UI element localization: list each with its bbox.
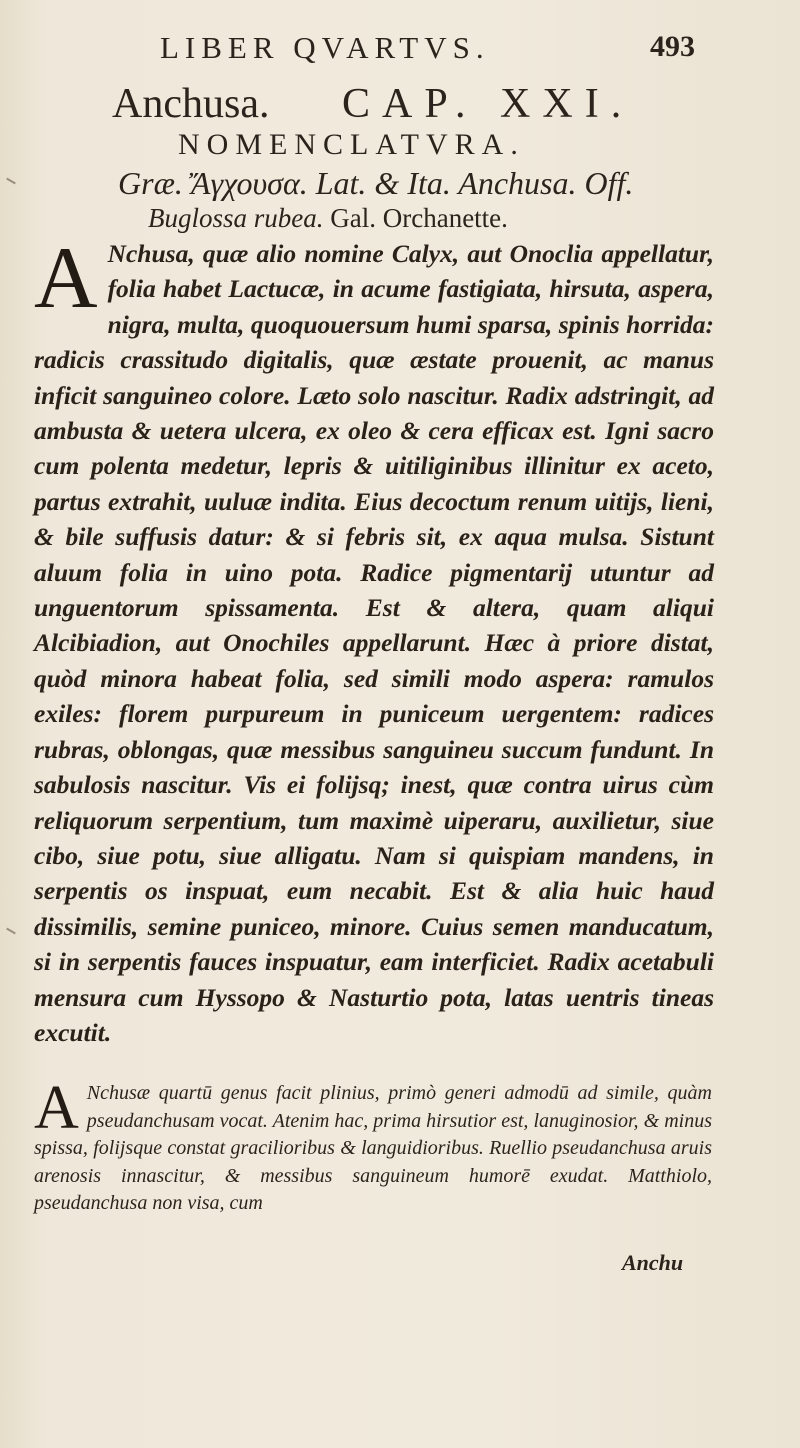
nomenclature-italic: Buglossa rubea. xyxy=(148,203,324,233)
section-heading: NOMENCLATVRA. xyxy=(178,128,525,161)
drop-cap: A xyxy=(34,230,98,327)
running-head: LIBER QVARTVS. xyxy=(160,30,490,65)
commentary-body: Nchusæ quartū genus facit plinius, primò generi admodū ad simile, quàm pseudanchusam vocat. Atenim hac, prima hirsutior est, lanuginosior, & minus spissa, folijsque constat gracilioribus & languidioribus. Ruellio pseudanchusa aruis arenosis innascitur, & messibus sanguineum humorē exudat. Matthiolo, pseudanchusa non visa, cum xyxy=(34,1082,712,1214)
nomenclature-plain: Gal. Orchanette. xyxy=(323,203,508,233)
page-number: 493 xyxy=(650,30,695,63)
nomenclature-line-1: Græ. Ἄγχουσα. Lat. & Ita. Anchusa. Off. xyxy=(118,165,634,201)
margin-mark xyxy=(6,178,16,185)
chapter-heading xyxy=(112,80,672,130)
chapter-title: Anchusa. xyxy=(112,81,270,127)
commentary-drop-cap: A xyxy=(34,1074,79,1142)
chapter-label: CAP. XXI. xyxy=(342,81,634,127)
margin-mark xyxy=(6,928,16,935)
main-paragraph-body: Nchusa, quæ alio nomine Calyx, aut Onoclia appellatur, folia habet Lactucæ, in acume fastigiata, hirsuta, aspera, nigra, multa, quoquouersum humi sparsa, spinis horrida: radicis crassitudo digitalis, quæ æstate prouenit, ac manus inficit sanguineo colore. Læto solo nascitur. Radix adstringit, ad ambusta & uetera ulcera, ex oleo & cera efficax est. Igni sacro cum polenta medetur, lepris & uitiliginibus illinitur ex aceto, partus extrahit, uuluæ indita. Eius decoctum renum uitijs, lieni, & bile suffusis datur: & si febris sit, ex aqua mulsa. Sistunt aluum folia in uino pota. Radice pigmentarij utuntur ad unguentorum spissamenta. Est & altera, quam aliqui Alcibiadion, aut Onochiles appellarunt. Hæc à priore distat, quòd minora habeat folia, sed simili modo aspera: ramulos exiles: florem purpureum in puniceum uergentem: radices rubras, oblongas, quæ messibus sanguineu succum fundunt. In sabulosis nascitur. Vis ei folijsq; inest, quæ contra uirus cùm reliquorum serpentium, tum maximè uiperaru, auxilietur, siue cibo, siue potu, siue alligatu. Nam si quispiam mandens, in serpentis os inspuat, eum necabit. Est & alia huic haud dissimilis, semine puniceo, minore. Cuius semen manducatum, si in serpentis fauces inspuatur, eam interficiet. Radix acetabuli mensura cum Hyssopo & Nasturtio pota, latas uentris tineas excutit. xyxy=(34,239,714,1047)
main-paragraph xyxy=(34,230,714,1050)
catchword: Anchu xyxy=(622,1250,684,1275)
commentary-paragraph xyxy=(34,1074,712,1218)
nomenclature-line-2 xyxy=(148,203,508,234)
